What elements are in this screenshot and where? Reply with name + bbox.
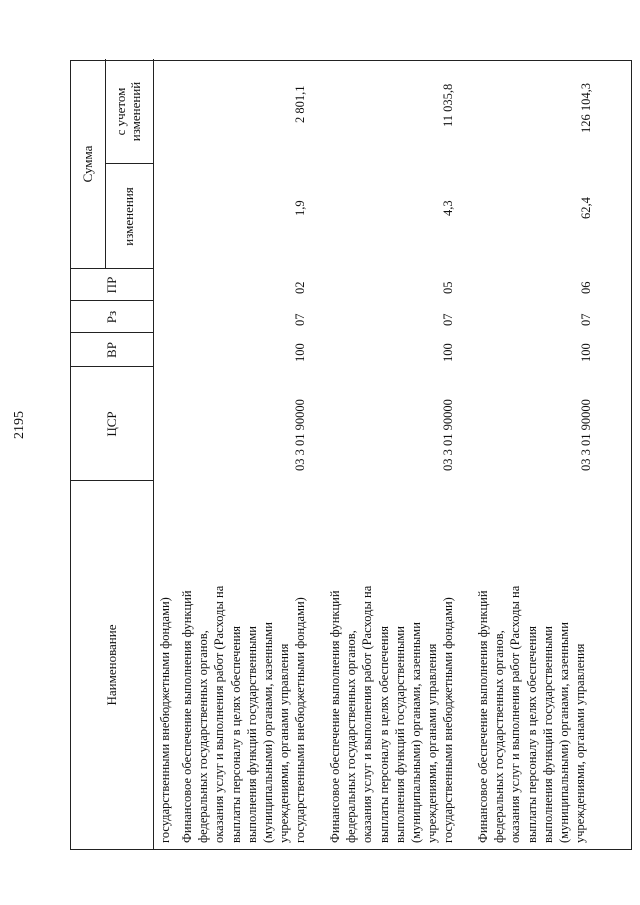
name-line: оказания услуг и выполнения работ (Расходы на xyxy=(360,585,375,843)
name-line: оказания услуг и выполнения работ (Расходы на xyxy=(508,585,523,843)
row-name xyxy=(179,487,309,843)
header-vr: ВР xyxy=(103,342,119,358)
row-pr: 05 xyxy=(441,281,455,294)
name-line: выполнения функций государственными xyxy=(244,626,259,843)
row-rz: 07 xyxy=(293,313,307,326)
name-line: выплаты персоналу в целях обеспечения xyxy=(524,625,539,843)
row-pr: 06 xyxy=(579,281,593,294)
row-rz: 07 xyxy=(441,313,455,326)
name-line: выполнения функций государственными xyxy=(392,626,407,843)
name-line: выплаты персоналу в целях обеспечения xyxy=(228,625,243,843)
row-changes: 62,4 xyxy=(579,197,593,219)
row-pr: 02 xyxy=(293,281,307,294)
name-line: федеральных государственных органов, xyxy=(344,630,359,843)
table-row xyxy=(179,59,319,849)
row-changes: 1,9 xyxy=(293,200,307,216)
row-vr: 100 xyxy=(441,343,455,362)
row-total: 126 104,3 xyxy=(579,83,593,133)
name-line: государственными внебюджетными фондами) xyxy=(158,597,172,843)
header-changes: изменения xyxy=(120,187,136,246)
name-line: (муниципальными) органами, казенными xyxy=(409,622,424,843)
table-row xyxy=(475,59,625,849)
name-line: учреждениями, органами управления xyxy=(573,643,588,843)
row-changes: 4,3 xyxy=(441,200,455,216)
budget-table xyxy=(70,60,632,850)
row-csr: 03 3 01 90000 xyxy=(579,399,593,471)
row-name xyxy=(327,487,457,843)
header-sum: Сумма xyxy=(79,145,95,183)
header-csr: ЦСР xyxy=(103,411,119,437)
row-total: 11 035,8 xyxy=(441,83,455,127)
row-rz: 07 xyxy=(579,313,593,326)
row-csr: 03 3 01 90000 xyxy=(293,399,307,471)
table-row xyxy=(327,59,467,849)
name-line: государственными внебюджетными фондами) xyxy=(293,597,308,843)
header-pr: ПР xyxy=(103,276,119,294)
row-name xyxy=(157,487,173,843)
name-line: выполнения функций государственными xyxy=(540,626,555,843)
name-line: федеральных государственных органов, xyxy=(196,630,211,843)
header-rz: Рз xyxy=(103,310,119,324)
page-number: 2195 xyxy=(12,411,27,439)
row-vr: 100 xyxy=(293,343,307,362)
header-name: Наименование xyxy=(103,624,119,706)
header-with-changes: с учетом изменений xyxy=(113,81,143,142)
header-bottom-line xyxy=(153,59,154,849)
name-line: выплаты персоналу в целях обеспечения xyxy=(376,625,391,843)
name-line: Финансовое обеспечение выполнения функций xyxy=(180,590,194,843)
name-line: оказания услуг и выполнения работ (Расходы на xyxy=(212,585,227,843)
name-line: Финансовое обеспечение выполнения функций xyxy=(476,590,490,843)
name-line: (муниципальными) органами, казенными xyxy=(261,622,276,843)
row-total: 2 801,1 xyxy=(293,85,307,123)
name-line: учреждениями, органами управления xyxy=(277,643,292,843)
row-name xyxy=(475,487,588,843)
row-csr: 03 3 01 90000 xyxy=(441,399,455,471)
name-line: учреждениями, органами управления xyxy=(425,643,440,843)
name-line: Финансовое обеспечение выполнения функций xyxy=(328,590,342,843)
row-vr: 100 xyxy=(579,343,593,362)
table-row xyxy=(157,59,177,849)
name-line: (муниципальными) органами, казенными xyxy=(557,622,572,843)
name-line: федеральных государственных органов, xyxy=(492,630,507,843)
name-line: государственными внебюджетными фондами) xyxy=(441,597,456,843)
